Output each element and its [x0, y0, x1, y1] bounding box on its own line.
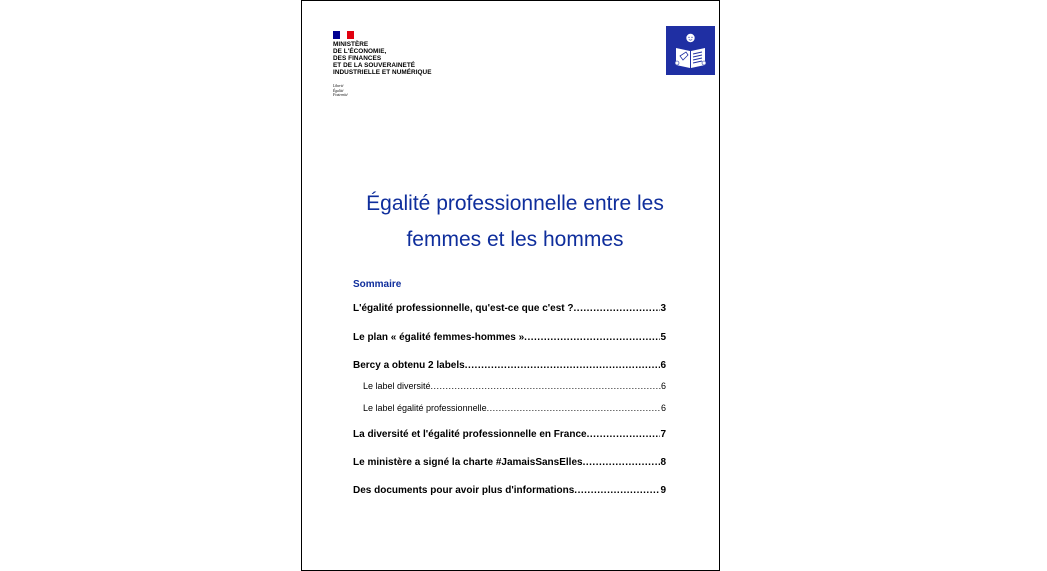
toc-entry-page: 6	[660, 381, 666, 391]
title-line: femmes et les hommes	[406, 228, 624, 251]
toc-entry[interactable]	[353, 429, 666, 443]
toc-dot-leader	[583, 457, 661, 468]
toc-entry-title: La diversité et l'égalité professionnelle en France	[353, 429, 587, 440]
toc-entry[interactable]	[353, 303, 666, 317]
toc-entry-page: 8	[660, 457, 666, 468]
toc-entry[interactable]	[353, 457, 666, 471]
ministry-line: MINISTÈRE	[333, 41, 369, 48]
toc-entry[interactable]	[353, 332, 666, 346]
toc-entry-title: Bercy a obtenu 2 labels	[353, 360, 465, 371]
toc-entry-page: 9	[660, 485, 666, 496]
toc-entry-title: Le label égalité professionnelle	[363, 403, 487, 413]
toc-entry-page: 5	[660, 332, 666, 343]
ministry-name	[333, 41, 513, 76]
motto-line: Égalité	[333, 88, 344, 93]
motto-line: Fraternité	[333, 93, 348, 97]
toc-entry[interactable]	[353, 360, 666, 374]
title-line: Égalité professionnelle entre les	[366, 192, 664, 215]
toc-entry-title: Des documents pour avoir plus d'informations	[353, 485, 575, 496]
toc-dot-leader	[431, 381, 661, 391]
document-page	[301, 0, 720, 571]
motto-line: Liberté	[333, 84, 344, 88]
ministry-line: INDUSTRIELLE ET NUMÉRIQUE	[333, 69, 432, 76]
toc-dot-leader	[587, 429, 661, 440]
toc-subentry[interactable]	[363, 403, 666, 417]
toc-entry-page: 3	[660, 303, 666, 314]
toc-subentry[interactable]	[363, 381, 666, 395]
toc-dot-leader	[524, 332, 660, 343]
toc-entry-title: Le ministère a signé la charte #JamaisSansElles	[353, 457, 583, 468]
ministry-line: ET DE LA SOUVERAINETÉ	[333, 62, 416, 69]
toc-entry-title: Le label diversité	[363, 381, 431, 391]
toc-dot-leader	[574, 303, 661, 314]
toc-entry-title: L'égalité professionnelle, qu'est-ce que c'est ?	[353, 303, 574, 314]
ministry-line: DE L'ÉCONOMIE,	[333, 48, 387, 55]
republic-motto	[333, 84, 393, 98]
toc-entry[interactable]	[353, 485, 666, 499]
toc-entry-title: Le plan « égalité femmes-hommes »	[353, 332, 525, 343]
document-title	[332, 186, 698, 258]
french-flag-icon	[333, 31, 354, 39]
ministry-line: DES FINANCES	[333, 55, 382, 62]
toc-dot-leader	[487, 403, 661, 413]
toc-dot-leader	[574, 485, 660, 496]
easy-to-read-icon	[666, 26, 715, 75]
toc-entry-page: 6	[660, 403, 666, 413]
toc-entry-page: 6	[660, 360, 666, 371]
sommaire-heading: Sommaire	[353, 279, 402, 290]
toc-entry-page: 7	[660, 429, 666, 440]
toc-dot-leader	[465, 360, 661, 371]
